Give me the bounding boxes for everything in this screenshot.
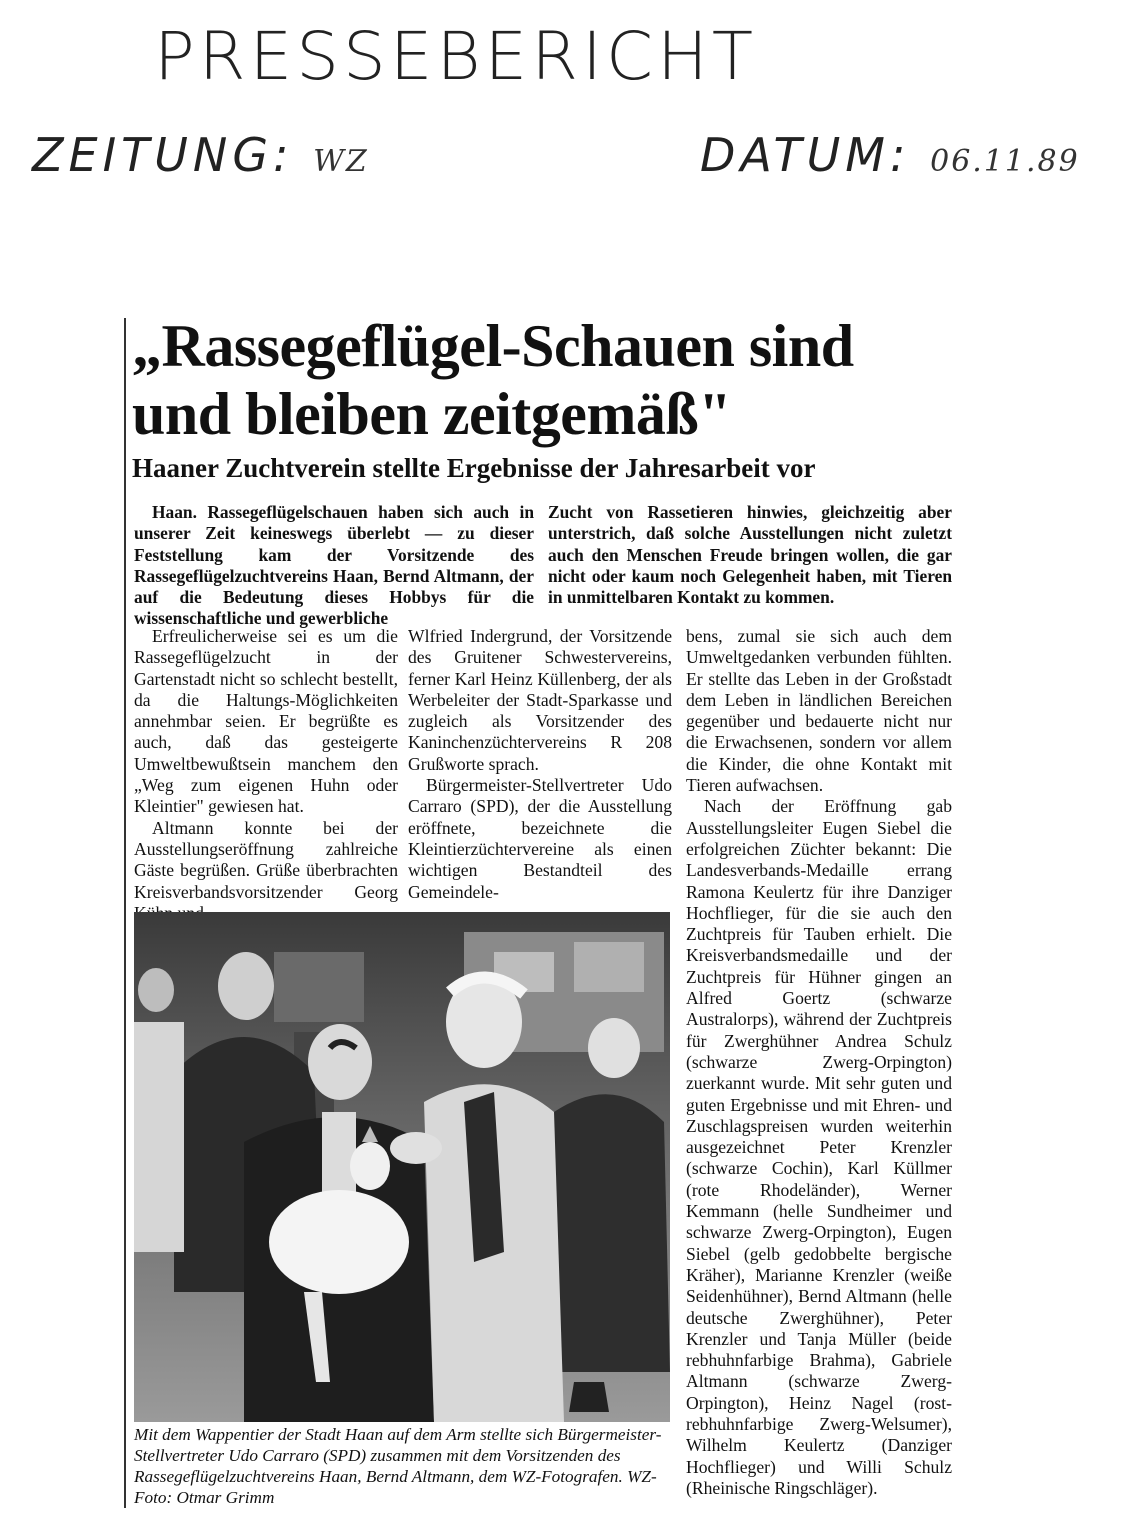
zeitung-label: ZEITUNG:: [32, 128, 294, 182]
body-column-1: [134, 626, 398, 924]
lead-right-column: [548, 502, 952, 608]
article-headline: [132, 312, 962, 448]
lead-left-text: Haan. Rassegeflügelschauen haben sich auch in unserer Zeit keineswegs überlebt — zu dieser Feststellung kam der Vorsitzende des Rassegeflügelzuchtvereins Haan, Bernd Altmann, der auf die Bedeutung dieses Hobbys für die wissenschaftliche und gewerbliche: [134, 502, 534, 629]
col1-paragraph-1: Erfreulicherweise sei es um die Rassegeflügelzucht in der Gartenstadt nicht so schlecht bestellt, da die Haltungs-Möglichkeiten annehmbar seien. Er begrüßte es auch, daß das gesteigerte Umweltbewußtsein manchem den „Weg zum eigenen Huhn oder Kleintier" gewiesen hat.: [134, 626, 398, 817]
datum-line: [700, 128, 1080, 182]
datum-value: 06.11.89: [930, 144, 1080, 179]
document-title: PRESSEBERICHT: [154, 18, 758, 95]
photo-caption: Mit dem Wappentier der Stadt Haan auf dem Arm stellte sich Bürgermeister-Stellvertreter Udo Carraro (SPD) zusammen mit dem Vorsitzenden des Rassegeflügelzuchtvereins Haan, Bernd Altmann, dem WZ-Fotografen. WZ-Foto: Otmar Grimm: [134, 1425, 662, 1507]
zeitung-line: [32, 128, 369, 182]
datum-label: DATUM:: [700, 128, 911, 182]
clipping-edge: [124, 318, 126, 1508]
headline-line-1: „Rassegeflügel-Schauen sind: [132, 313, 854, 379]
lead-left-column: [134, 502, 534, 630]
lead-right-text: Zucht von Rassetieren hinwies, gleichzeitig aber unterstrich, daß solche Ausstellungen nicht zuletzt auch den Menschen Freude bringen wollen, die gar nicht oder kaum noch Gelegenheit haben, mit Tieren in unmittelbaren Kontakt zu kommen.: [548, 502, 952, 608]
body-column-2: [408, 626, 672, 903]
col2-paragraph-2: Bürgermeister-Stellvertreter Udo Carraro (SPD), der die Ausstellung eröffnete, bezeichnete die Kleintierzüchtervereine als einen wichtigen Bestandteil des Gemeindele-: [408, 775, 672, 902]
col3-paragraph-1: bens, zumal sie sich auch dem Umweltgedanken verbunden fühlten. Er stellte das Leben in der Großstadt dem Leben in ländlichen Bereichen gegenüber und bedauerte nicht nur die Erwachsenen, sondern vor allem die Kinder, die ohne Kontakt mit Tieren aufwachsen.: [686, 626, 952, 796]
col3-paragraph-2: Nach der Eröffnung gab Ausstellungsleiter Eugen Siebel die erfolgreichen Züchter bekannt: Die Landesverbands-Medaille errang Ramona Keulertz für ihre Danziger Hochflieger, für die sie auch den Zuchtpreis für Tauben erhielt. Die Kreisverbandsmedaille und der Zuchtpreis für Hühner gingen an Alfred Goertz (schwarze Australorps), während der Zuchtpreis für Zwerghühner Andrea Schulz (schwarze Zwerg-Orpington) zuerkannt wurde. Mit sehr guten und guten Ergebnisse und mit Ehren- und Zuschlagspreisen wurden weiterhin ausgezeichnet Peter Krenzler (schwarze Cochin), Karl Küllmer (rote Rhodeländer), Werner Kemmann (helle Sundheimer und schwarze Zwerg-Orpington), Eugen Siebel (gelb gedobbelte bergische Kräher), Marianne Krenzler (weiße Seidenhühner), Bernd Altmann (helle deutsche Zwerghühner), Peter Krenzler und Tanja Müller (beide rebhuhnfarbige Brahma), Gabriele Altmann (schwarze Zwerg-Orpington), Heinz Nagel (rost-rebhuhnfarbige Zwerg-Welsumer), Wilhelm Keulertz (Danziger Hochflieger) und Willi Schulz (Rheinische Ringschläger).: [686, 796, 952, 1498]
photo-illustration: [134, 912, 670, 1422]
col2-paragraph-1: Wlfried Indergrund, der Vorsitzende des Gruitener Schwestervereins, ferner Karl Heinz Küllenberg, der als Werbeleiter der Stadt-Sparkasse und zugleich als Vorsitzender des Kaninchenzüchtervereins R 208 Grußworte sprach.: [408, 626, 672, 774]
col1-paragraph-2: Altmann konnte bei der Ausstellungseröffnung zahlreiche Gäste begrüßen. Grüße überbrachten Kreisverbandsvorsitzender Georg: [134, 817, 398, 902]
headline-line-2: und bleiben zeitgemäß": [132, 381, 732, 447]
article-subheadline: Haaner Zuchtverein stellte Ergebnisse der Jahresarbeit vor: [132, 453, 816, 483]
news-photo: [134, 912, 670, 1422]
zeitung-value: WZ: [313, 144, 369, 179]
body-column-3: [686, 626, 952, 1499]
